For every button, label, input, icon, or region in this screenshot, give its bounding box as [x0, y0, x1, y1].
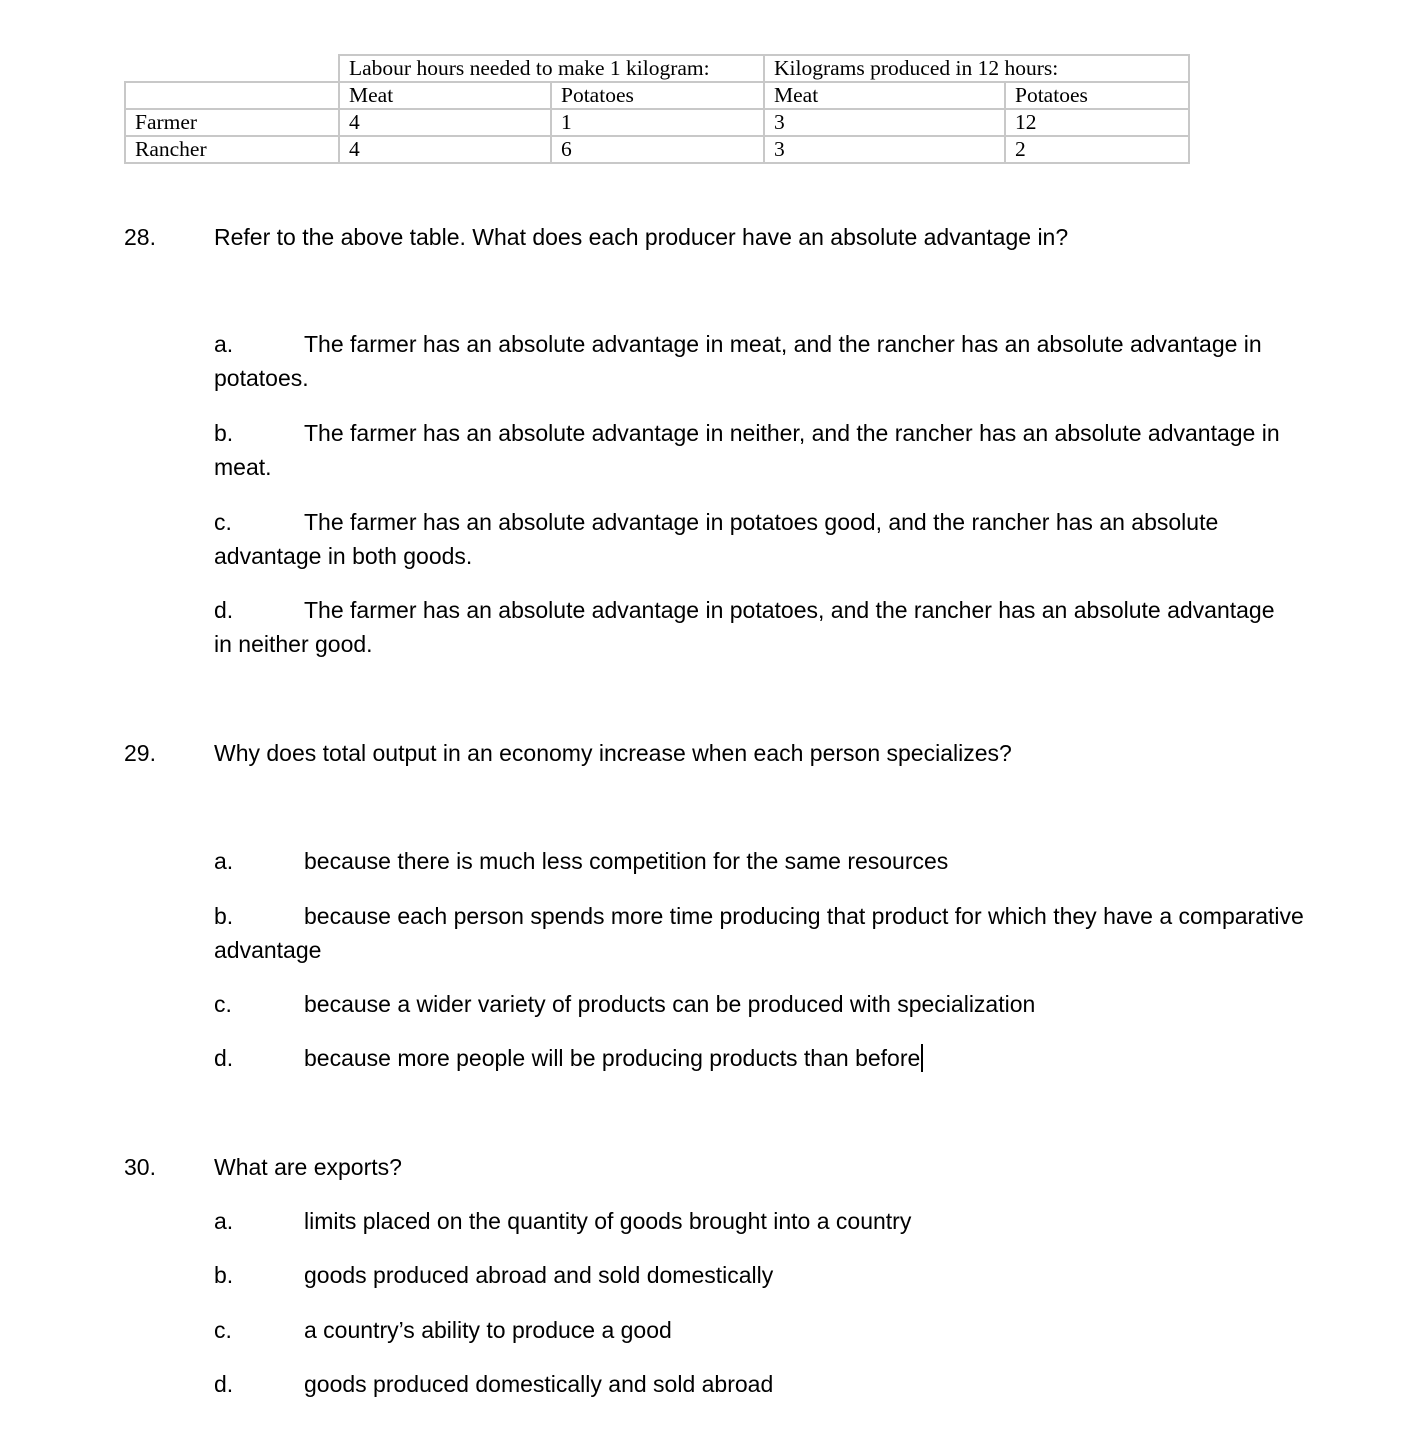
text-cursor: [921, 1044, 923, 1072]
option-text: because more people will be producing products than before: [304, 1045, 921, 1071]
question-text: Refer to the above table. What does each producer have an absolute advantage in?: [214, 224, 1069, 250]
option-letter: c.: [214, 1317, 232, 1343]
option-text: because each person spends more time producing that product for which they have a comparative advantage: [214, 903, 1304, 963]
option-letter: b.: [214, 903, 234, 929]
option-letter: b.: [214, 1262, 234, 1288]
production-table: [124, 54, 1190, 164]
table-cell: 3: [764, 136, 1005, 163]
subheader-meat-hours: Meat: [339, 82, 551, 109]
option-text: goods produced domestically and sold abroad: [304, 1371, 774, 1397]
table-cell: 6: [551, 136, 764, 163]
header-labour-hours: Labour hours needed to make 1 kilogram:: [339, 55, 764, 82]
option-text: limits placed on the quantity of goods brought into a country: [304, 1208, 912, 1234]
question-29: [0, 736, 1413, 770]
question-28: [0, 220, 1413, 254]
table-cell: 3: [764, 109, 1005, 136]
option-letter: b.: [214, 420, 234, 446]
table-row: [125, 136, 1189, 163]
option-text: goods produced abroad and sold domestically: [304, 1262, 774, 1288]
table-cell: 12: [1005, 109, 1189, 136]
option-letter: d.: [214, 1371, 234, 1397]
option-letter: a.: [214, 1208, 234, 1234]
row-label-blank: [125, 82, 339, 109]
q30-option-c[interactable]: [0, 1313, 1413, 1347]
option-text: because there is much less competition for the same resources: [304, 848, 949, 874]
q29-option-a[interactable]: [0, 844, 1413, 878]
table-cell: 2: [1005, 136, 1189, 163]
option-text: because a wider variety of products can be produced with specialization: [304, 991, 1036, 1017]
option-letter: c.: [214, 509, 232, 535]
q30-option-a[interactable]: [0, 1204, 1413, 1238]
subheader-potatoes-kg: Potatoes: [1005, 82, 1189, 109]
row-label-farmer: Farmer: [125, 109, 339, 136]
q29-option-d[interactable]: [0, 1041, 1413, 1075]
header-kilograms-produced: Kilograms produced in 12 hours:: [764, 55, 1189, 82]
option-text: The farmer has an absolute advantage in meat, and the rancher has an absolute advantage in potatoes.: [214, 331, 1262, 391]
option-text: a country’s ability to produce a good: [304, 1317, 672, 1343]
option-letter: a.: [214, 331, 234, 357]
option-letter: c.: [214, 991, 232, 1017]
table-cell: 1: [551, 109, 764, 136]
table-cell: 4: [339, 109, 551, 136]
option-text: The farmer has an absolute advantage in potatoes good, and the rancher has an absolute advantage in both goods.: [214, 509, 1219, 569]
q30-option-b[interactable]: [0, 1258, 1413, 1292]
question-number: 30.: [124, 1154, 156, 1180]
option-text: The farmer has an absolute advantage in neither, and the rancher has an absolute advantage in meat.: [214, 420, 1280, 480]
question-text: What are exports?: [214, 1154, 402, 1180]
question-text: Why does total output in an economy increase when each person specializes?: [214, 740, 1012, 766]
question-30: [0, 1150, 1413, 1184]
question-number: 29.: [124, 740, 156, 766]
table-cell: 4: [339, 136, 551, 163]
q30-option-d[interactable]: [0, 1367, 1413, 1401]
table-header-row-2: [125, 82, 1189, 109]
table-row: [125, 109, 1189, 136]
option-letter: d.: [214, 597, 234, 623]
subheader-potatoes-hours: Potatoes: [551, 82, 764, 109]
q29-option-c[interactable]: [0, 987, 1413, 1021]
option-text: The farmer has an absolute advantage in potatoes, and the rancher has an absolute advantage in neither good.: [214, 597, 1275, 657]
option-text-wrap: [304, 1041, 923, 1075]
question-number: 28.: [124, 224, 156, 250]
table-header-row-1: [125, 55, 1189, 82]
option-letter: a.: [214, 848, 234, 874]
table-corner-cell: [125, 55, 339, 82]
row-label-rancher: Rancher: [125, 136, 339, 163]
subheader-meat-kg: Meat: [764, 82, 1005, 109]
option-letter: d.: [214, 1045, 234, 1071]
